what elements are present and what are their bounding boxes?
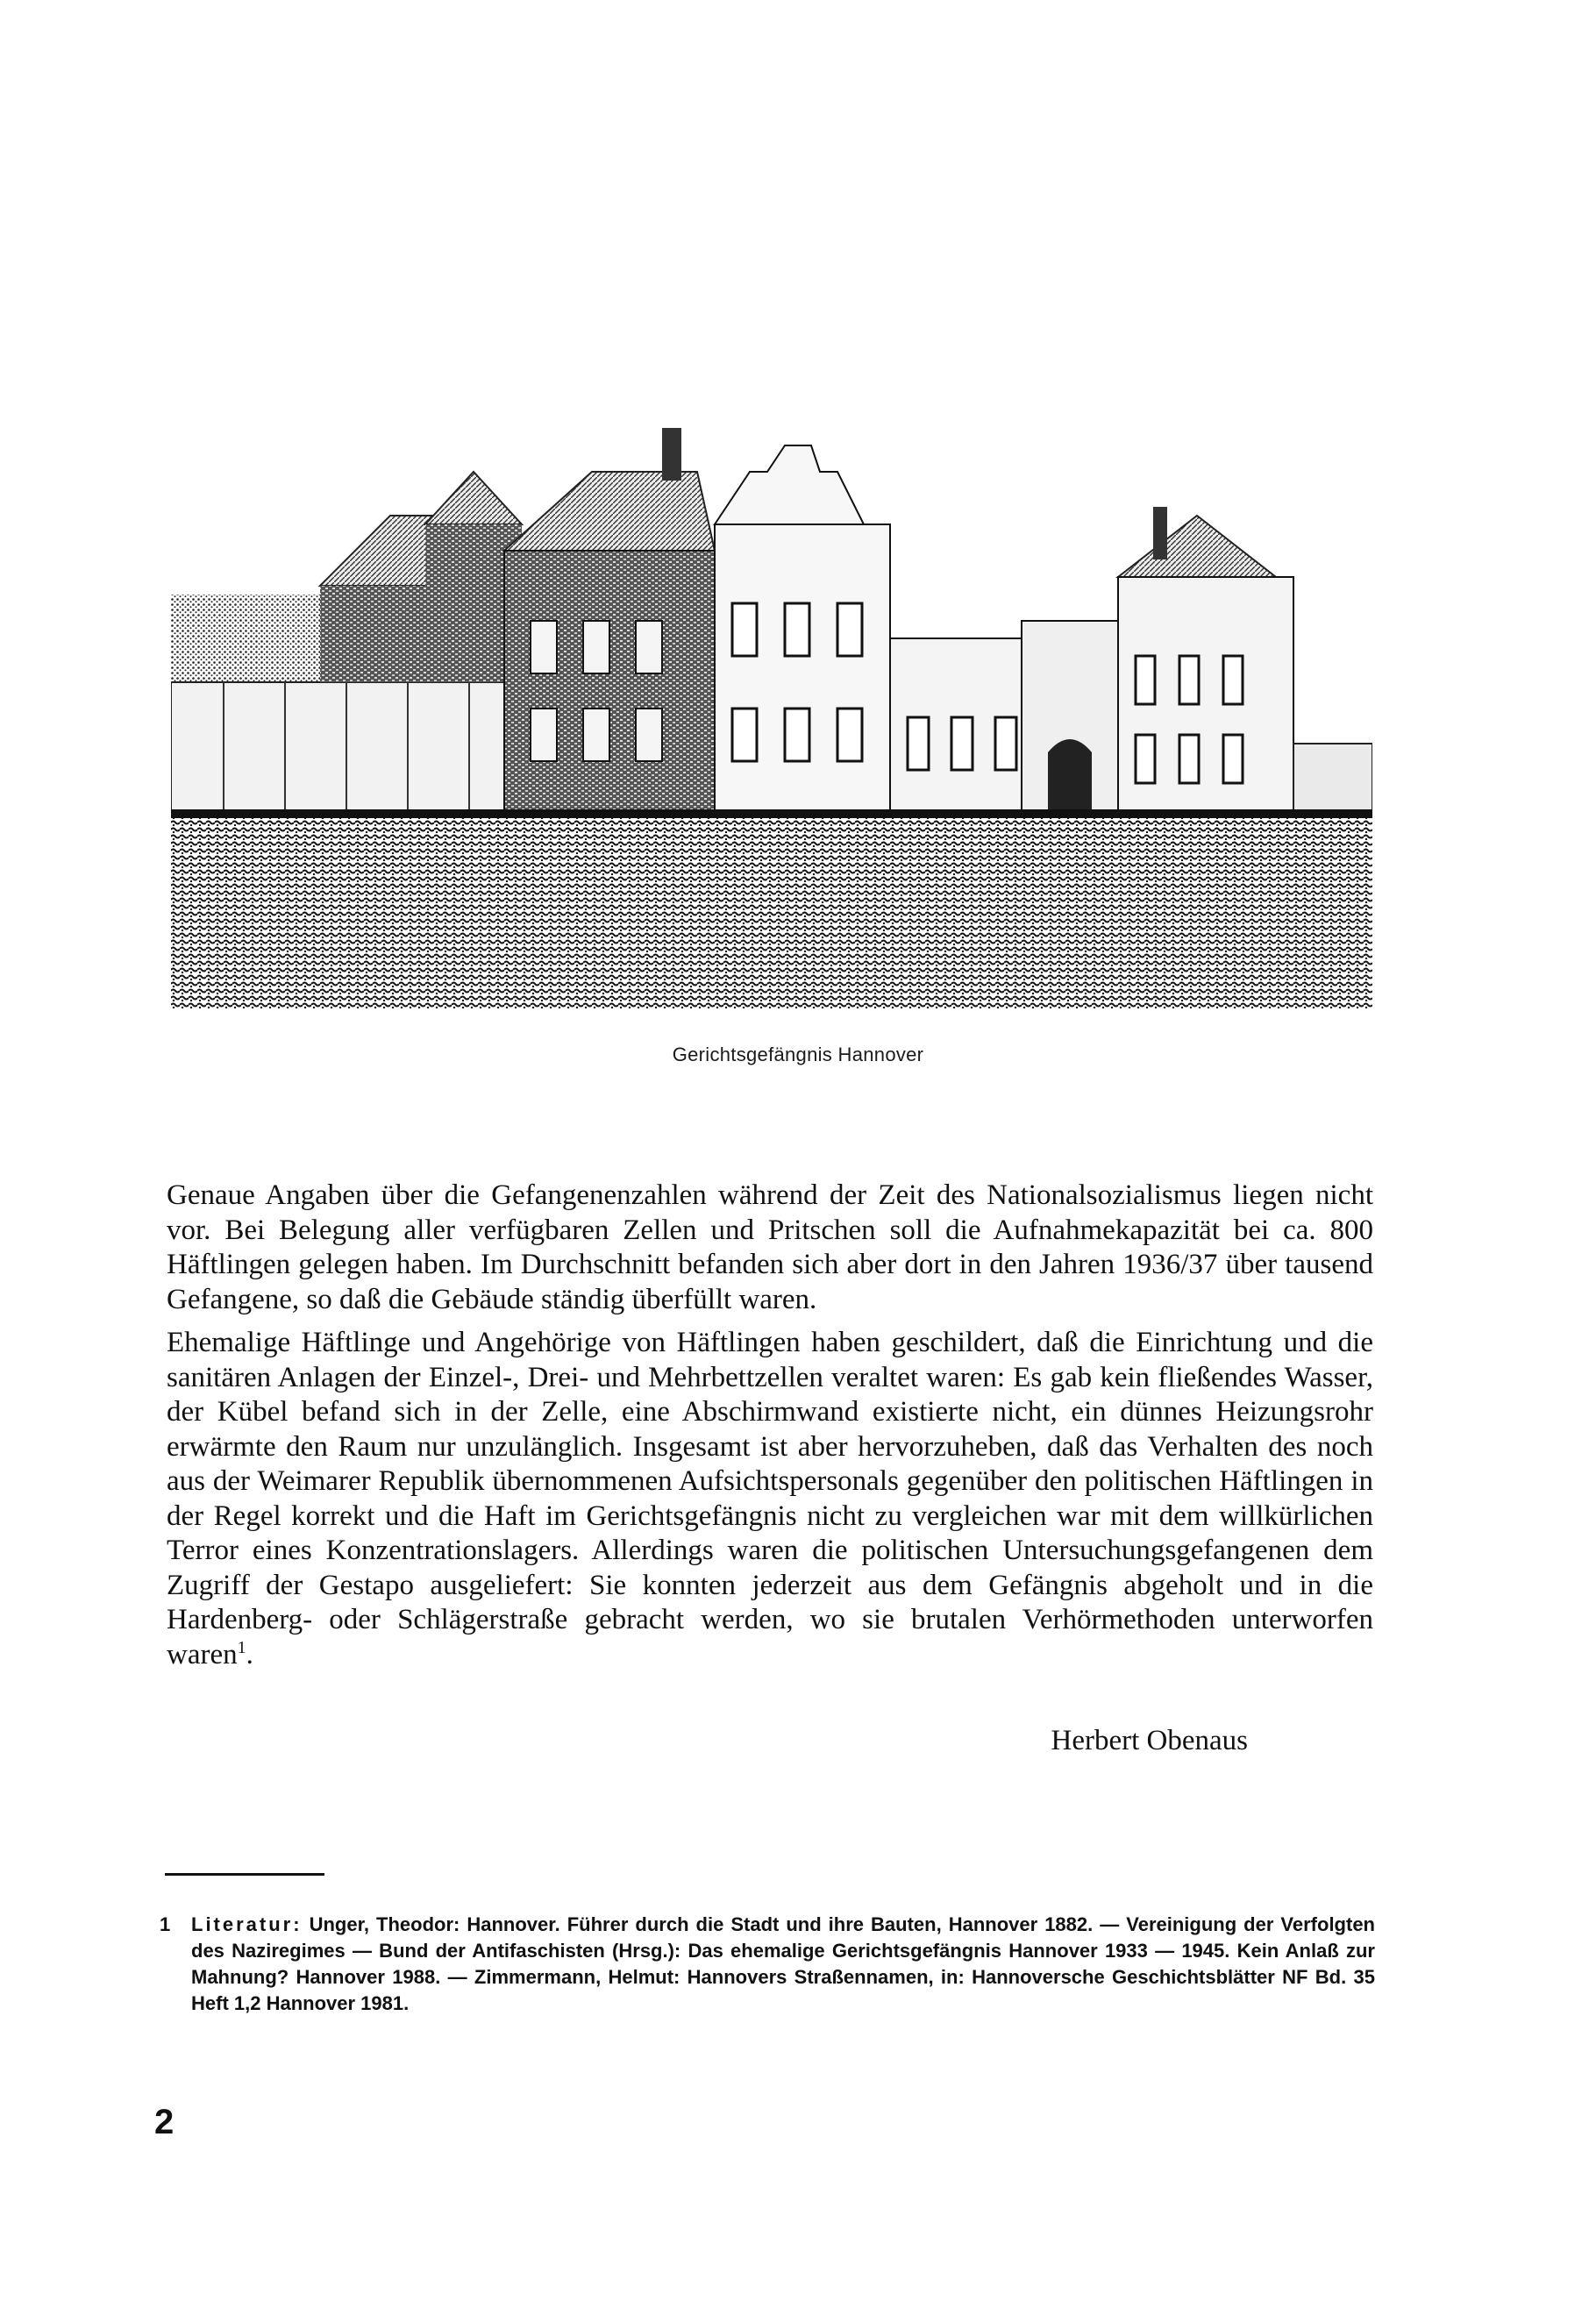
footnote xyxy=(160,1912,1375,2017)
paragraph-1-text: Genaue Angaben über die Gefangenenzahlen während der Zeit des Nationalsozialismus liegen nicht vor. Bei Belegung aller verfügbaren Zellen und Pritschen soll die Aufnahmekapazität bei ca. 800 Häftlingen gelegen haben. Im Durchschnitt befanden sich aber dort in den Jahren 1936/37 über tausend Gefangene, so daß die Gebäude ständig überfüllt waren. xyxy=(167,1179,1373,1315)
footnote-text: Unger, Theodor: Hannover. Führer durch die Stadt und ihre Bauten, Hannover 1882. — Vereinigung der Verfolgten des Naziregimes — Bund der Antifaschisten (Hrsg.): Das ehemalige Gerichtsgefängnis Hannover 1933 — 1945. Kein Anlaß zur Mahnung? Hannover 1988. — Zimmermann, Helmut: Hannovers Straßennamen, in: Hannoversche Geschichtsblätter NF Bd. 35 Heft 1,2 Hannover 1981. xyxy=(191,1913,1375,2014)
paragraph-2: Ehemalige Häftlinge und Angehörige von Häftlingen haben geschildert, daß die Einrichtung und die sanitären Anlagen der Einzel-, Drei- und Mehrbettzellen veraltet waren: Es gab kein fließendes Wasser, der Kübel befand sich in der Zelle, eine Abschirmwand existierte nicht, ein dünnes Heizungsrohr erwärmte den Raum nur unzulänglich. Insgesamt ist aber hervorzuheben, daß das Verhalten des noch aus der Weimarer Republik übernommenen Aufsichtspersonals gegenüber den politischen Häftlingen in der Regel korrekt und die Haft im Gerichtsgefängnis nicht zu vergleichen war mit dem willkürlichen Terror eines Konzentrationslagers. Allerdings waren die politischen Untersuchungsgefangenen dem Zugriff der Gestapo ausgeliefert: Sie konnten jederzeit aus dem Gefängnis abgeholt und in die Hardenberg- oder Schlägerstraße gebracht werden, wo sie brutalen Verhörmethoden unterworfen waren$^1$. xyxy=(167,1327,1373,1670)
paragraph-2-text: Ehemalige Häftlinge und Angehörige von Häftlingen haben geschildert, daß die Einrichtung und die sanitären Anlagen der Einzel-, Drei- und Mehrbettzellen veraltet waren: Es gab kein fließendes Wasser, der Kübel befand sich in der Zelle, eine Abschirmwand existierte nicht, ein dünnes Heizungsrohr erwärmte den Raum nur unzulänglich. Insgesamt ist aber hervorzuheben, daß das Verhalten des noch aus der Weimarer Republik übernommenen Aufsichtspersonals gegenüber den politischen Häftlingen in der Regel korrekt und die Haft im Gerichtsgefängnis nicht zu vergleichen war mit dem willkürlichen Terror eines Konzentrationslagers. Allerdings waren die politischen Untersuchungsgefangenen dem Zugriff der Gestapo ausgeliefert: Sie konnten jederzeit aus dem Gefängnis abgeholt und in die Hardenberg- oder Schlägerstraße gebracht werden, wo sie brutalen Verhörmethoden unterworfen waren xyxy=(167,1327,1373,1670)
footnote-number: 1 xyxy=(160,1913,171,1935)
photo-caption: Gerichtsgefängnis Hannover xyxy=(672,1044,924,1065)
gerichtsgefaengnis-photo xyxy=(171,419,1372,1008)
paragraph-1 xyxy=(167,1179,1373,1317)
body-text xyxy=(167,1179,1373,1681)
author-name: Herbert Obenaus xyxy=(1051,1725,1248,1756)
footnote-lead: Literatur: xyxy=(191,1913,303,1935)
footnote-ref[interactable]: 1 xyxy=(237,1637,246,1657)
page-number: 2 xyxy=(154,2103,175,2141)
footnote-body xyxy=(191,1912,1375,2017)
footnote-divider xyxy=(165,1873,324,1876)
